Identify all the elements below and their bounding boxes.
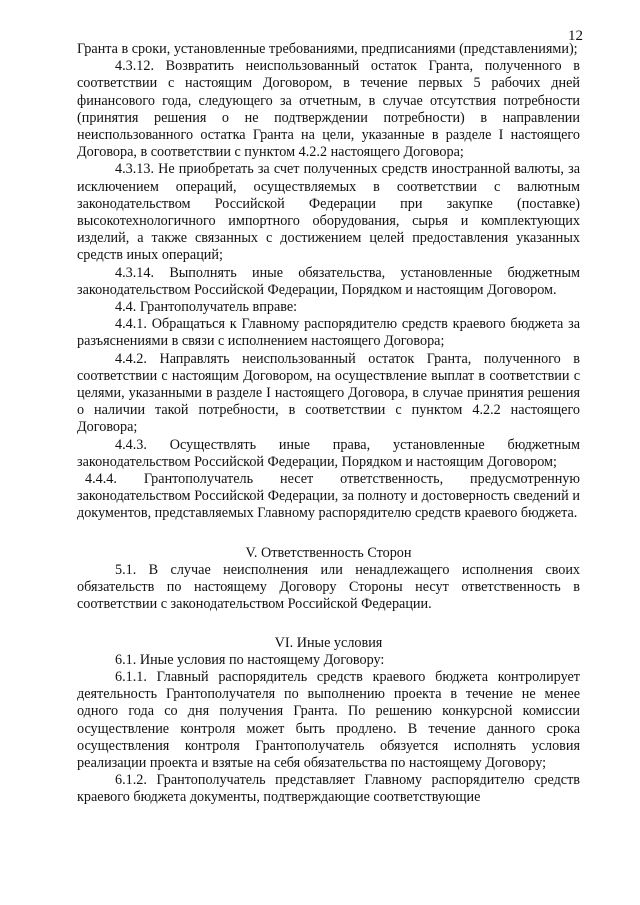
section-heading-6: VI. Иные условия <box>274 634 383 651</box>
paragraph-5-1: 5.1. В случае неисполнения или ненадлежащего исполнения своих обязательств по настоящему Договору Стороны несут ответственность в соответствии с законодательством Российской Федерации. <box>77 561 580 613</box>
paragraph-continuation: Гранта в сроки, установленные требованиями, предписаниями (представлениями); <box>77 41 578 57</box>
paragraph-4-4-4: 4.4.4. Грантополучатель несет ответственность, предусмотренную законодательством Российской Федерации, за полноту и достоверность сведений и документов, представляемых Главному распорядителю средств краевого бюджета. <box>77 471 580 522</box>
paragraph-4-3-14: 4.3.14. Выполнять иные обязательства, установленные бюджетным законодательством Российской Федерации, Порядком и настоящим Договором. <box>77 264 580 298</box>
paragraph-4-4: 4.4. Грантополучатель вправе: <box>115 299 298 316</box>
section-heading-5: V. Ответственность Сторон <box>245 544 412 561</box>
paragraph-6-1: 6.1. Иные условия по настоящему Договору: <box>115 651 385 668</box>
paragraph-4-4-3: 4.4.3. Осуществлять иные права, установленные бюджетным законодательством Российской Федерации, Порядком и настоящим Договором; <box>77 436 580 470</box>
paragraph-4-3-13: 4.3.13. Не приобретать за счет полученных средств иностранной валюты, за исключением операций, осуществляемых в соответствии с валютным законодательством Российской Федерации при закупке (поставке) высокотехнологичного импортного оборудования, сырья и комплектующих изделий, а также связанных с достижением целей предоставления указанных средств иных операций; <box>77 161 580 264</box>
page-number: 12 <box>568 28 583 44</box>
paragraph-6-1-2: 6.1.2. Грантополучатель представляет Главному распорядителю средств краевого бюджета документы, подтверждающие соответствующие <box>77 772 580 806</box>
paragraph-4-4-1: 4.4.1. Обращаться к Главному распорядителю средств краевого бюджета за разъяснениями в связи с исполнением настоящего Договора; <box>77 316 580 350</box>
paragraph-4-3-12: 4.3.12. Возвратить неиспользованный остаток Гранта, полученного в соответствии с настоящим Договором, в течение первых 5 рабочих дней финансового года, следующего за отчетным, в случае отсутствия потребности (принятия решения о не подтверждении потребности) в направлении неиспользованного остатка Гранта на цели, указанные в разделе I настоящего Договора, в соответствии с пунктом 4.2.2 настоящего Договора; <box>77 58 580 161</box>
paragraph-6-1-1: 6.1.1. Главный распорядитель средств краевого бюджета контролирует деятельность Грантополучателя по выполнению проекта в течение не менее одного года со дня получения Гранта. По решению конкурсной комиссии осуществление контроля может быть продлено. В течение данного срока осуществления контроля Грантополучатель обязуется исполнять условия реализации проекта и взятые на себя обязательства по настоящему Договору; <box>77 668 580 771</box>
paragraph-4-4-2: 4.4.2. Направлять неиспользованный остаток Гранта, полученного в соответствии с настоящим Договором, на осуществление выплат в соответствии с целями, указанными в разделе I настоящего Договора, в случае принятия решения о наличии такой потребности, в соответствии с пунктом 4.2.2 настоящего Договора; <box>77 350 580 436</box>
document-body <box>77 41 580 807</box>
